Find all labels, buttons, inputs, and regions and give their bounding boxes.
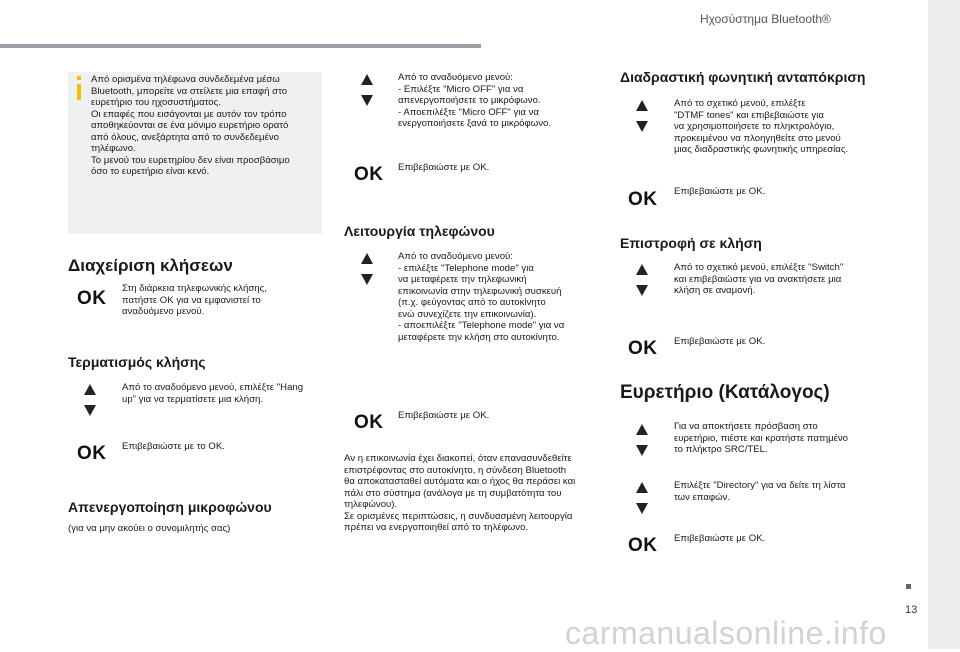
section-title-switch-call: Επιστροφή σε κλήση <box>620 235 762 251</box>
telephone-mode-confirm: Επιβεβαιώστε με OK. <box>398 410 490 421</box>
section-title-call-management: Διαχείριση κλήσεων <box>68 256 233 275</box>
ok-button-icon: OK <box>628 535 658 556</box>
section-title-mute: Απενεργοποίηση μικροφώνου <box>68 499 272 515</box>
page-side-strip <box>928 0 960 649</box>
section-title-end-call: Τερματισμός κλήσης <box>68 354 206 370</box>
arrow-down-icon <box>636 445 648 456</box>
ok-button-icon: OK <box>628 189 658 210</box>
info-icon-dot <box>77 76 81 80</box>
header-rule <box>0 44 481 48</box>
reconnect-note: Αν η επικοινωνία έχει διακοπεί, όταν επανασυνδεθείτε επιστρέφοντας στο αυτοκίνητο, η σύνδεση Bluetooth θα αποκατασταθεί αυτόματα και ο ήχος θα περάσει και πάλι στο σύστημα (ανάλογα με τη συμβατότητα του τηλεφώνου). Σε ορισμένες περιπτώσεις, η συνδυασμένη λειτουργία πρέπει να ενεργοποιηθεί από το τηλέφωνο. <box>344 453 576 533</box>
dtmf-confirm: Επιβεβαιώστε με OK. <box>674 186 766 197</box>
arrow-up-icon <box>636 264 648 275</box>
ok-button-icon: OK <box>354 412 384 433</box>
arrow-up-icon <box>361 74 373 85</box>
ok-button-icon: OK <box>77 443 107 464</box>
watermark: carmanualsonline.info <box>565 615 887 651</box>
end-call-confirm: Επιβεβαιώστε με το OK. <box>122 441 225 452</box>
mic-menu-text: Από το αναδυόμενο μενού: - Επιλέξτε "Micro OFF" για να απενεργοποιήσετε το μικρόφωνο. - Αποεπιλέξτε "Micro OFF" για να ενεργοποιήσετε ξανά το μικρόφωνο. <box>398 72 552 129</box>
info-icon <box>77 84 81 100</box>
info-text: Από ορισμένα τηλέφωνα συνδεδεμένα μέσω Bluetooth, μπορείτε να στείλετε μια επαφή στο ευρετήριο του ηχοσυστήματος. Οι επαφές που εισάγονται με αυτόν τον τρόπο αποθηκεύονται σε ένα μόνιμο ευρετήριο ορατό από όλους, ανεξάρτητα από το συνδεδεμένο τηλέφωνο. Το μενού του ευρετηρίου δεν είναι προσβάσιμο όσο το ευρετήριο είναι κενό. <box>91 74 290 177</box>
switch-call-confirm: Επιβεβαιώστε με OK. <box>674 336 766 347</box>
ok-button-icon: OK <box>354 164 384 185</box>
mute-subtitle: (για να μην ακούει ο συνομιλητής σας) <box>68 523 231 534</box>
directory-access-text: Για να αποκτήσετε πρόσβαση στο ευρετήριο, πιέστε και κρατήστε πατημένο το πλήκτρο SRC/TEL. <box>674 421 849 455</box>
dtmf-text: Από το σχετικό μενού, επιλέξτε "DTMF tones" και επιβεβαιώστε για να χρησιμοποιήσετε το πληκτρολόγιο, προκειμένου να πλοηγηθείτε στο μενού μιας διαδραστικής φωνητικής υπηρεσίας. <box>674 98 849 155</box>
mic-confirm: Επιβεβαιώστε με OK. <box>398 162 490 173</box>
telephone-mode-text: Από το αναδυόμενο μενού: - επιλέξτε "Telephone mode" για να μεταφέρετε την τηλεφωνική επικοινωνία στην τηλεφωνική συσκευή (π.χ. φεύγοντας από το αυτοκίνητο ενώ συνεχίζετε την επικοινωνία). - αποεπιλέξτε "Telephone mode" για να μεταφέρετε την κλήση στο αυτοκίνητο. <box>398 251 565 343</box>
section-title-dtmf: Διαδραστική φωνητική ανταπόκριση <box>620 69 866 85</box>
arrow-down-icon <box>636 503 648 514</box>
directory-select-text: Επιλέξτε "Directory" για να δείτε τη λίστα των επαφών. <box>674 480 846 503</box>
arrow-up-icon <box>361 253 373 264</box>
section-title-directory: Ευρετήριο (Κατάλογος) <box>620 382 830 403</box>
directory-confirm: Επιβεβαιώστε με OK. <box>674 533 766 544</box>
ok-button-icon: OK <box>77 288 107 309</box>
arrow-up-icon <box>636 482 648 493</box>
calls-text: Στη διάρκεια τηλεφωνικής κλήσης, πατήστε OK για να εμφανιστεί το αναδυόμενο μενού. <box>122 283 267 317</box>
arrow-up-icon <box>636 424 648 435</box>
switch-call-text: Από το σχετικό μενού, επιλέξτε "Switch" και επιβεβαιώστε για να ανακτήσετε μια κλήση σε αναμονή. <box>674 262 844 296</box>
arrow-up-icon <box>84 384 96 395</box>
page-marker <box>906 584 911 589</box>
page-number: 13 <box>905 604 918 616</box>
arrow-down-icon <box>636 285 648 296</box>
page-header-title: Ηχοσύστημα Bluetooth® <box>700 12 831 26</box>
ok-button-icon: OK <box>628 338 658 359</box>
end-call-text: Από το αναδυόμενο μενού, επιλέξτε "Hang up" για να τερματίσετε μια κλήση. <box>122 382 304 405</box>
section-title-telephone-mode: Λειτουργία τηλεφώνου <box>344 223 495 239</box>
arrow-up-icon <box>636 100 648 111</box>
arrow-down-icon <box>361 274 373 285</box>
arrow-down-icon <box>361 95 373 106</box>
arrow-down-icon <box>636 121 648 132</box>
arrow-down-icon <box>84 405 96 416</box>
